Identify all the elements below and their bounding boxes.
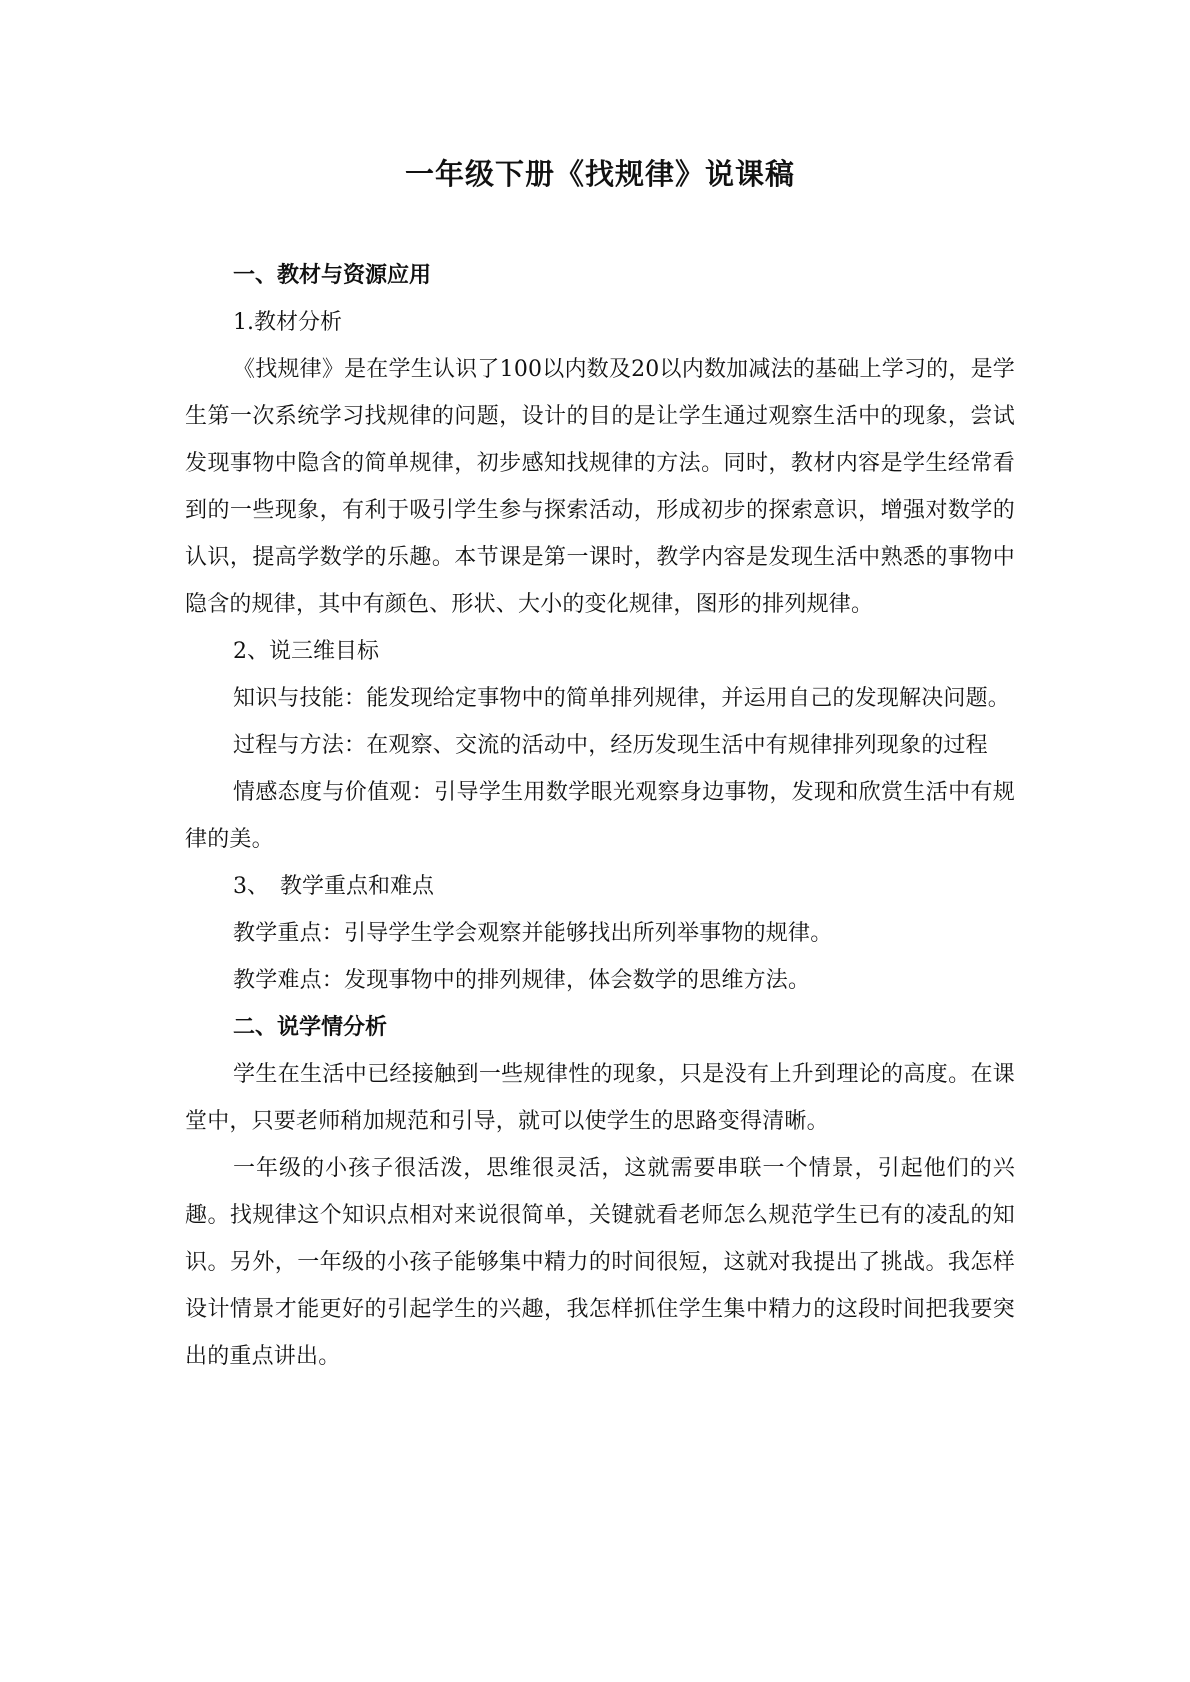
document-body xyxy=(185,150,1015,1380)
paragraph-goal-process: 过程与方法：在观察、交流的活动中，经历发现生活中有规律排列现象的过程 xyxy=(233,733,988,758)
paragraph-difficult-point: 教学难点：发现事物中的排列规律，体会数学的思维方法。 xyxy=(233,968,811,993)
paragraph-goal-emotion: 情感态度与价值观：引导学生用数学眼光观察身边事物，发现和欣赏生活中有规律的美。 xyxy=(185,780,1015,852)
paragraph-goal-knowledge: 知识与技能：能发现给定事物中的简单排列规律，并运用自己的发现解决问题。 xyxy=(233,686,1011,711)
paragraph-student-analysis-2: 一年级的小孩子很活泼，思维很灵活，这就需要串联一个情景，引起他们的兴趣。找规律这个知识点相对来说很简单，关键就看老师怎么规范学生已有的凌乱的知识。另外，一年级的小孩子能够集中精力的时间很短，这就对我提出了挑战。我怎样设计情景才能更好的引起学生的兴趣，我怎样抓住学生集中精力的这段时间把我要突出的重点讲出。 xyxy=(185,1156,1015,1369)
section-heading-student-analysis: 二、说学情分析 xyxy=(233,1015,388,1040)
paragraph-student-analysis-1: 学生在生活中已经接触到一些规律性的现象，只是没有上升到理论的高度。在课堂中，只要老师稍加规范和引导，就可以使学生的思路变得清晰。 xyxy=(185,1062,1015,1134)
section-heading-materials: 一、教材与资源应用 xyxy=(233,263,432,288)
subheading-three-goals: 2、说三维目标 xyxy=(233,639,379,664)
paragraph-material-analysis: 《找规律》是在学生认识了100以内数及20以内数加减法的基础上学习的，是学生第一次系统学习找规律的问题，设计的目的是让学生通过观察生活中的现象，尝试发现事物中隐含的简单规律，初步感知找规律的方法。同时，教材内容是学生经常看到的一些现象，有利于吸引学生参与探索活动，形成初步的探索意识，增强对数学的认识，提高学数学的乐趣。本节课是第一课时，教学内容是发现生活中熟悉的事物中隐含的规律，其中有颜色、形状、大小的变化规律，图形的排列规律。 xyxy=(185,357,1015,617)
paragraph-key-point: 教学重点：引导学生学会观察并能够找出所列举事物的规律。 xyxy=(233,921,833,946)
subheading-material-analysis: 1.教材分析 xyxy=(233,310,342,335)
subheading-key-difficult-points: 3、 教学重点和难点 xyxy=(233,874,434,899)
document-title: 一年级下册《找规律》说课稿 xyxy=(404,157,795,191)
